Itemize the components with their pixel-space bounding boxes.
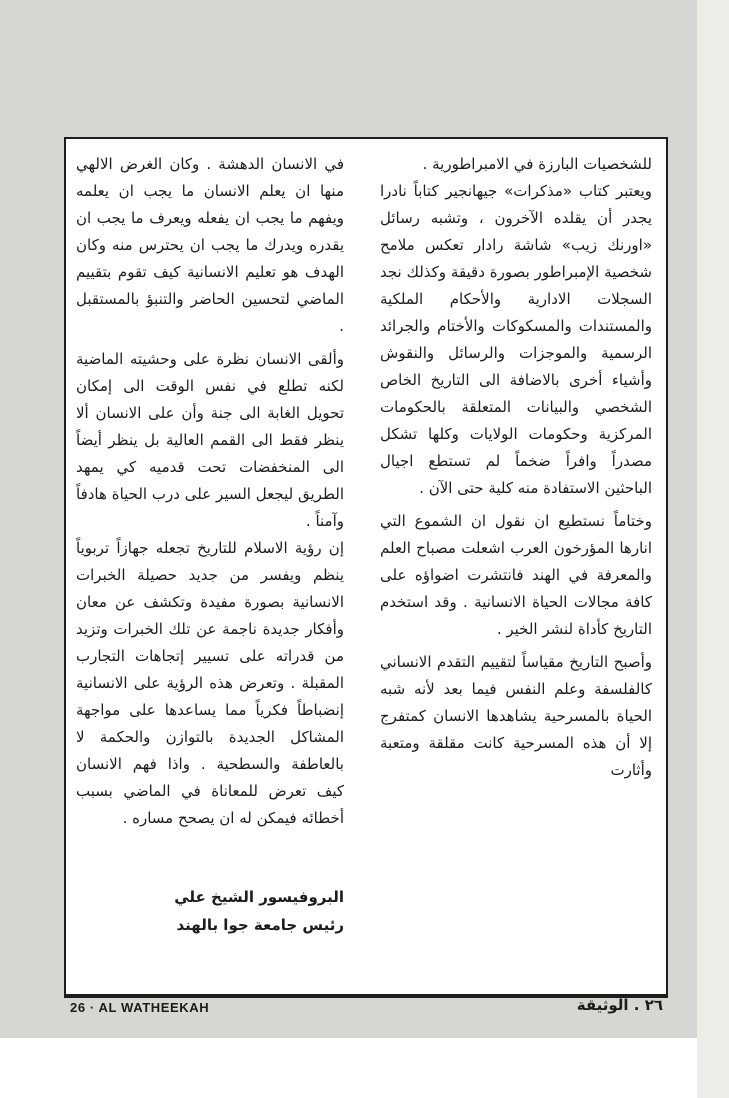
author-name: البروفيسور الشيخ علي — [174, 888, 344, 906]
article-column-right — [380, 151, 652, 861]
paragraph: في الانسان الدهشة . وكان الغرض الالهي منها ان يعلم الانسان ما يجب ان يعلمه ويفهم ما يجب ان يفعله ويعرف ما يجب ان يقدره ويدرك ما يجب ان يحترس منه وكان الهدف هو تعليم الانسانية كيف تقوم بتقييم الماضي لتحسين الحاضر والتنبؤ بالمستقبل . — [76, 155, 344, 335]
paragraph: للشخصيات البارزة في الامبراطورية . ويعتبر كتاب «مذكرات» جيهانجير كتاباً نادرا يجدر أن يقلده الآخرون ، وتشبه رسائل «اورنك زيب» شاشة رادار تعكس ملامح شخصية الإمبراطور بصورة دقيقة وكذلك نجد السجلات الادارية والأحكام الملكية والمستندات والمسكوكات والأختام والجرائد الرسمية والموجزات والرسائل والنقوش وأشياء أخرى بالاضافة الى التاريخ الخاص الشخصي والبيانات المتعلقة بالحكومات المركزية وحكومات الولايات وكلها تشكل مصدراً وافراً ضخماً لم تستطع اجيال الباحثين الاستفادة منه كلية حتى الآن . — [380, 155, 652, 497]
footer-page-label-latin: 26 · AL WATHEEKAH — [70, 1000, 210, 1015]
paragraph: وختاماً نستطيع ان نقول ان الشموع التي انارها المؤرخون العرب اشعلت مصباح العلم والمعرفة في الهند فانتشرت اضواؤه على كافة مجالات الحياة الانسانية . وقد استخدم التاريخ كأداة لنشر الخير . — [380, 512, 652, 638]
page-edge — [697, 0, 729, 1098]
paragraph: وأصبح التاريخ مقياساً لتقييم التقدم الانساني كالفلسفة وعلم النفس فيما بعد لأنه شبه الحياة بالمسرحية يشاهدها الانسان كمتفرج إلا أن هذه المسرحية كانت مقلقة ومتعبة وأثارت — [380, 653, 652, 779]
article-panel — [64, 137, 668, 998]
author-signature — [84, 883, 344, 939]
paragraph: وألقى الانسان نظرة على وحشيته الماضية لكنه تطلع في نفس الوقت الى إمكان تحويل الغابة الى جنة وأن على الانسان ألا ينظر فقط الى القمم العالية بل ينظر أيضاً الى المنخفضات تحت قدميه كي يمهد الطريق ليجعل السير على درب الحياة هادفاً وآمناً . — [76, 350, 344, 530]
footer-page-label-arabic: ٢٦ . الوثيقة — [576, 996, 663, 1014]
author-title: رئيس جامعة جوا بالهند — [176, 916, 344, 934]
article-column-left — [76, 151, 344, 861]
paragraph: إن رؤية الاسلام للتاريخ تجعله جهازاً تربوياً ينظم ويفسر من جديد حصيلة الخبرات الانسانية بصورة مفيدة وتكشف عن معان وأفكار جديدة ناجمة عن تلك الخبرات وتزيد من قدراته على تسيير إتجاهات التجارب المقبلة . وتعرض هذه الرؤية على الانسانية إنضباطاً فكرياً مما يساعدها على مواجهة المشاكل الجديدة بالتوازن والحكمة لا بالعاطفة والسطحية . واذا فهم الانسان كيف تعرض للمعاناة في الماضي بسبب أخطائه فيمكن له ان يصحح مساره . — [76, 539, 344, 827]
